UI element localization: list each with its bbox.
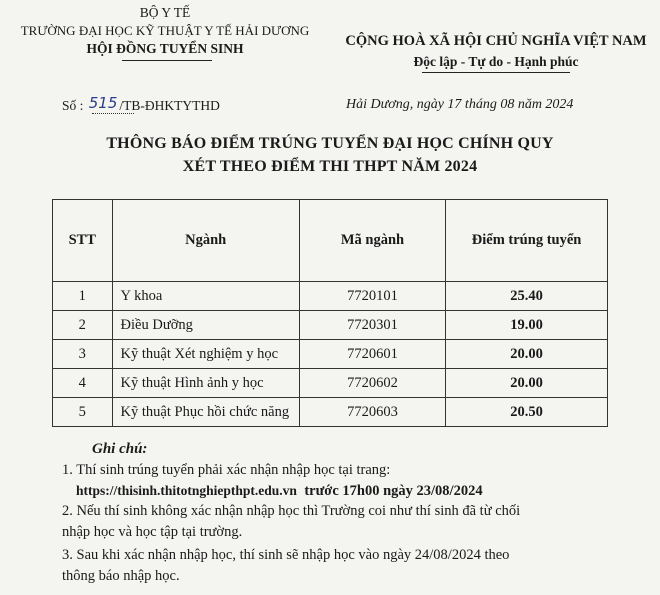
row-stt: 2: [53, 311, 113, 340]
note-1-deadline: trước 17h00 ngày 23/08/2024: [304, 483, 483, 499]
row-major: Điều Dưỡng: [112, 311, 299, 340]
table-row: [53, 311, 608, 340]
row-score: 20.50: [446, 398, 608, 427]
header-stt: STT: [53, 200, 113, 282]
notice-title-line1: THÔNG BÁO ĐIỂM TRÚNG TUYỂN ĐẠI HỌC CHÍNH QUY: [106, 135, 554, 152]
table-row: [53, 340, 608, 369]
admission-url-link[interactable]: https://thisinh.thitotnghiepthpt.edu.vn: [76, 483, 297, 498]
row-major: Kỹ thuật Xét nghiệm y học: [112, 340, 299, 369]
header-code: Mã ngành: [299, 200, 445, 282]
table-row: [53, 398, 608, 427]
university-name: TRƯỜNG ĐẠI HỌC KỸ THUẬT Y TẾ HẢI DƯƠNG: [20, 23, 310, 38]
table-row: [53, 282, 608, 311]
admission-score-table: [52, 199, 608, 427]
row-code: 7720602: [299, 369, 445, 398]
row-major: Kỹ thuật Hình ảnh y học: [112, 369, 299, 398]
doc-number-suffix: /TB-ĐHKTYTHD: [119, 98, 220, 113]
national-motto: Độc lập - Tự do - Hạnh phúc: [413, 54, 579, 69]
note-2-line2: nhập học và học tập tại trường.: [62, 524, 243, 540]
row-stt: 4: [53, 369, 113, 398]
row-stt: 1: [53, 282, 113, 311]
note-3-line2: thông báo nhập học.: [62, 568, 180, 584]
note-3-line1: 3. Sau khi xác nhận nhập học, thí sinh sẽ nhập học vào ngày 24/08/2024 theo: [62, 547, 510, 563]
notes-heading: Ghi chú:: [92, 441, 148, 457]
header-score: Điểm trúng tuyển: [446, 200, 608, 282]
row-major: Y khoa: [112, 282, 299, 311]
council-name: HỘI ĐỒNG TUYỂN SINH: [86, 41, 244, 56]
doc-number-dotline: [92, 113, 134, 114]
row-stt: 3: [53, 340, 113, 369]
table-header-row: [53, 200, 608, 282]
note-2-line1: 2. Nếu thí sinh không xác nhận nhập học thì Trường coi như thí sinh đã từ chối: [62, 503, 521, 519]
row-code: 7720101: [299, 282, 445, 311]
ministry-name: BỘ Y TẾ: [139, 5, 191, 20]
row-major: Kỹ thuật Phục hồi chức năng: [112, 398, 299, 427]
row-stt: 5: [53, 398, 113, 427]
motto-underline: [422, 72, 570, 73]
notice-title-line2: XÉT THEO ĐIỂM THI THPT NĂM 2024: [182, 158, 478, 175]
doc-number: [62, 96, 220, 114]
header-major: Ngành: [112, 200, 299, 282]
row-score: 20.00: [446, 369, 608, 398]
council-underline: [122, 60, 212, 61]
row-code: 7720301: [299, 311, 445, 340]
table-row: [53, 369, 608, 398]
row-score: 25.40: [446, 282, 608, 311]
doc-number-handwritten: 515: [88, 94, 118, 112]
note-1-link-line: [76, 483, 483, 500]
row-code: 7720601: [299, 340, 445, 369]
row-score: 20.00: [446, 340, 608, 369]
country-name: CỘNG HOÀ XÃ HỘI CHỦ NGHĨA VIỆT NAM: [345, 33, 647, 49]
doc-number-label: Số :: [62, 98, 84, 113]
note-1: 1. Thí sinh trúng tuyển phải xác nhận nhập học tại trang:: [62, 462, 391, 478]
row-score: 19.00: [446, 311, 608, 340]
row-code: 7720603: [299, 398, 445, 427]
place-date: Hải Dương, ngày 17 tháng 08 năm 2024: [346, 97, 574, 112]
